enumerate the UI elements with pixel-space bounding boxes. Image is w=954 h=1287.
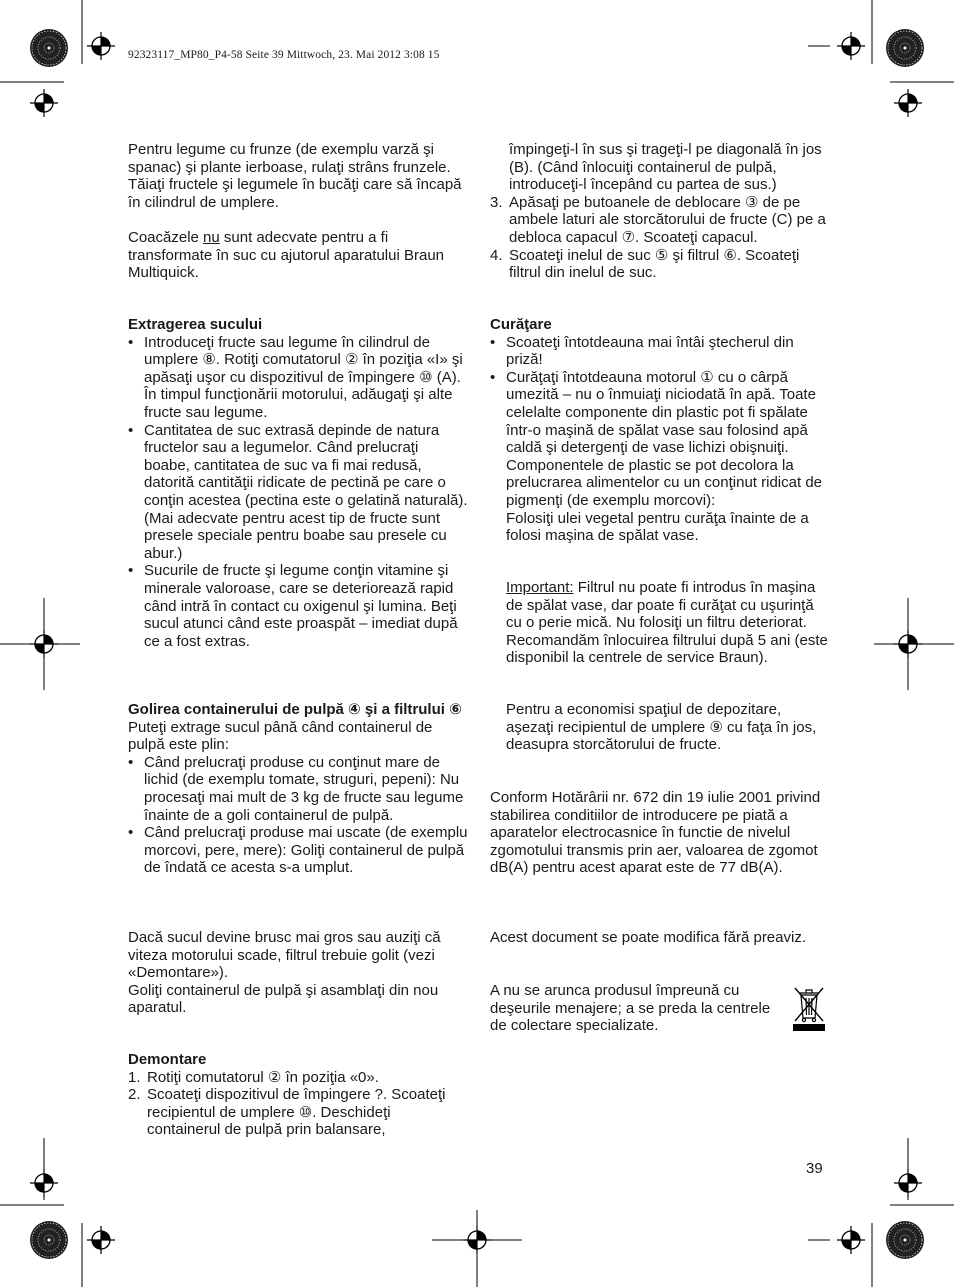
list-item: • Scoateţi întotdeauna mai întâi ştecherul din priză! bbox=[490, 334, 830, 369]
extract-list bbox=[128, 334, 468, 651]
disposal-notice: A nu se arunca produsul împreună cu deşeurile menajere; a se preda la centrele de colectare specializate. bbox=[490, 982, 771, 1035]
disassembly-section bbox=[128, 1051, 468, 1139]
print-header: 92323117_MP80_P4-58 Seite 39 Mittwoch, 23. Mai 2012 3:08 15 bbox=[128, 49, 440, 61]
empty-note: Dacă sucul devine brusc mai gros sau auziţi că viteza motorului scade, filtrul trebuie golit (vezi «Demontare»). Goliţi containerul de pulpă şi asamblaţi din nou aparatul. bbox=[128, 929, 441, 1017]
empty-list bbox=[128, 754, 468, 877]
list-item: • Sucurile de fructe şi legume conţin vitamine şi minerale valoroase, care se deteriorează rapid când intră în contact cu oxigenul şi lumina. Beţi sucul atunci când este proaspăt – imediat după ce a fost extras. bbox=[128, 562, 468, 650]
page-number: 39 bbox=[806, 1160, 823, 1177]
intro-paragraph: Pentru legume cu frunze (de exemplu varză şi spanac) şi plante ierboase, rulaţi strâns frunzele. Tăiaţi fructele şi legumele în bucăţi care să încapă în cilindrul de umplere. bbox=[128, 141, 462, 211]
section-heading: Demontare bbox=[128, 1051, 207, 1068]
disassembly-list bbox=[128, 1069, 468, 1139]
weee-crossed-bin-icon bbox=[792, 984, 826, 1032]
noise-block bbox=[490, 789, 830, 877]
important-block bbox=[490, 579, 830, 667]
list-item: 1. Rotiţi comutatorul ② în poziţia «0». bbox=[128, 1068, 379, 1086]
storage-block bbox=[490, 701, 830, 754]
list-item: 3. Apăsaţi pe butoanele de deblocare ③ de pe ambele laturi ale storcătorului de fructe (C) pe a debloca capacul ⑦. Scoateţi capacul. bbox=[490, 193, 826, 246]
list-item: • Introduceţi fructe sau legume în cilindrul de umplere ⑧. Rotiţi comutatorul ② în poziţia «I» şi apăsaţi uşor cu dispozitivul de împingere ⑩ (A). În timpul funcţionării motorului, adăugaţi şi alte fructe sau legume. bbox=[128, 334, 468, 422]
left-column bbox=[128, 141, 468, 211]
disposal-block bbox=[490, 982, 775, 1035]
list-item: • Când prelucraţi produse cu conţinut mare de lichid (de exemplu tomate, struguri, pepeni): Nu procesaţi mai mult de 3 kg de fructe sau legume înainte de a goli containerul de pulpă. bbox=[128, 754, 468, 824]
storage-note: Pentru a economisi spaţiul de depozitare, aşezaţi recipientul de umplere ⑨ cu faţa în jos, deasupra storcătorului de fructe. bbox=[506, 701, 817, 754]
extract-section bbox=[128, 316, 468, 650]
empty-note-block bbox=[128, 929, 468, 1017]
currants-paragraph: Coacăzele nu sunt adecvate pentru a fi transformate în suc cu ajutorul aparatului Braun Multiquick. bbox=[128, 229, 445, 282]
modify-notice: Acest document se poate modifica fără preaviz. bbox=[490, 929, 806, 946]
list-item: 4. Scoateţi inelul de suc ⑤ şi filtrul ⑥. Scoateţi filtrul din inelul de suc. bbox=[490, 246, 800, 282]
important-note: Important: Filtrul nu poate fi introdus în maşina de spălat vase, dar poate fi curăţat cu uşurinţă cu o perie mică. Nu folosiţi un filtru deteriorat. Recomandăm înlocuirea filtrului după 5 ani (este disponibil la centrele de service Braun). bbox=[506, 579, 828, 667]
modify-block bbox=[490, 929, 850, 947]
disassembly-continued bbox=[490, 141, 830, 282]
section-heading: Extragerea sucului bbox=[128, 316, 263, 333]
cleaning-section bbox=[490, 316, 830, 545]
list-item: • Curăţaţi întotdeauna motorul ① cu o cârpă umezită – nu o înmuiaţi niciodată în apă. Toate celelalte componente din plastic pot fi spălate într-o maşină de spălat vase sau folosind apă caldă şi detergenţi de vase lichizi obişnuiţi. Componentele de plastic se pot decolora la prelucrarea alimentelor cu un conţinut ridicat de pigmenţi (de exemplu morcovi): Folosiţi ulei vegetal pentru curăţa înainte de a folosi maşina de spălat vase. bbox=[490, 369, 830, 545]
section-heading: Curăţare bbox=[490, 316, 552, 333]
empty-section bbox=[128, 701, 468, 877]
list-item: 2. Scoateţi dispozitivul de împingere ?. Scoateţi recipientul de umplere ⑩. Deschideţi containerul de pulpă prin balansare, bbox=[128, 1086, 446, 1139]
list-item: • Cantitatea de suc extrasă depinde de natura fructelor sau a legumelor. Când prelucraţi boabe, cantitatea de suc va fi mai redusă, datorită cantităţii ridicate de pectină pe care o conţin acestea (pectina este o gelatină naturală). (Mai adecvate pentru acest tip de fructe sunt presele speciale pentru boabe sau presele cu abur.) bbox=[128, 422, 468, 563]
noise-statement: Conform Hotărârii nr. 672 din 19 iulie 2001 privind stabilirea conditiilor de introducere pe piată a aparatelor electrocasnice în functie de nivelul zgomotului transmis prin aer, valoarea de zgomot dB(A) pentru acest aparat este de 77 dB(A). bbox=[490, 789, 821, 877]
section-intro: Puteţi extrage sucul până când containerul de pulpă este plin: bbox=[128, 718, 433, 754]
currants-paragraph-block bbox=[128, 229, 468, 282]
list-item: • Când prelucraţi produse mai uscate (de exemplu morcovi, pere, mere): Goliţi containerul de pulpă de îndată ce acesta s-a umplut. bbox=[128, 824, 468, 877]
disassembly-list-cont bbox=[490, 194, 830, 282]
section-heading: Golirea containerului de pulpă ④ şi a filtrului ⑥ bbox=[128, 701, 462, 718]
continued-text: împingeţi-l în sus şi trageţi-l pe diagonală în jos (B). (Când înlocuiţi containerul de pulpă, introduceţi-l începând cu partea de sus.) bbox=[509, 141, 822, 194]
cleaning-list bbox=[490, 334, 830, 545]
